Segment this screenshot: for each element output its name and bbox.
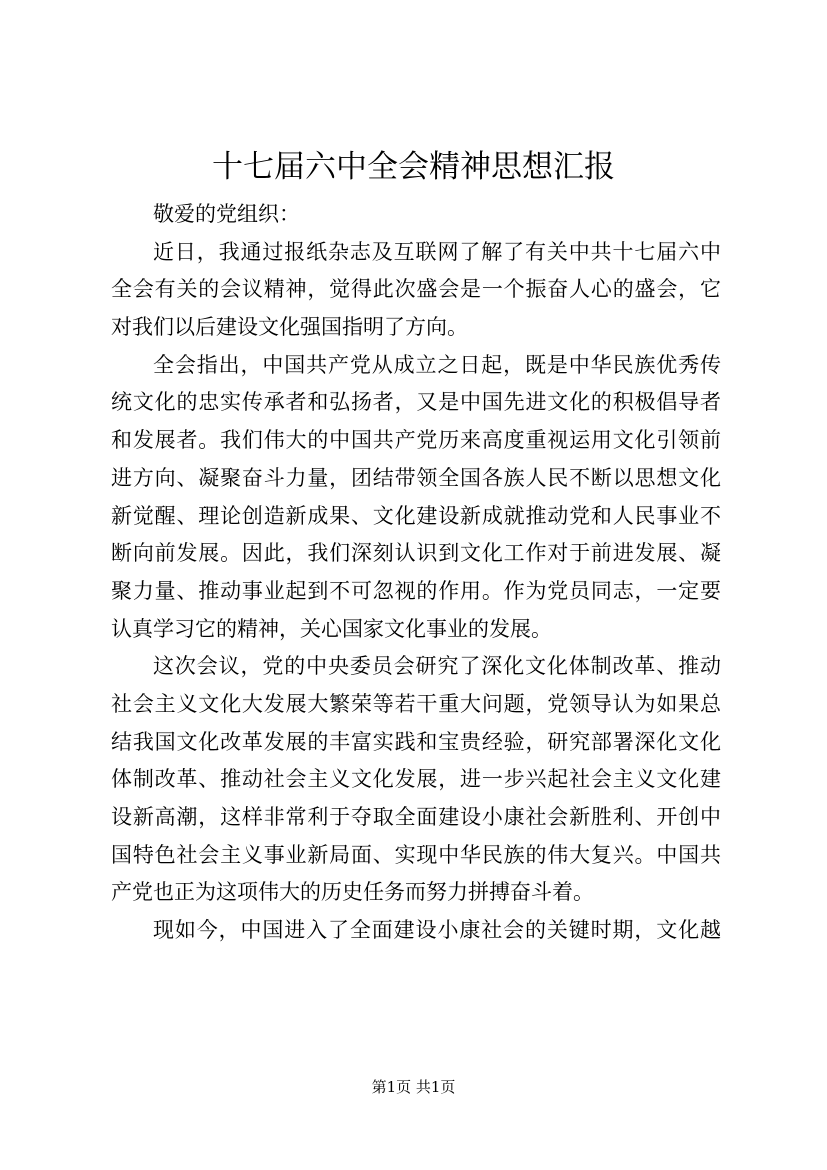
page-number-footer: 第1页 共1页 bbox=[371, 1078, 456, 1096]
document-body bbox=[111, 196, 721, 950]
paragraph-line: 全会指出，中国共产党从成立之日起，既是中华民族优秀传 bbox=[153, 352, 721, 377]
paragraph-line: 进方向、凝聚奋斗力量，团结带领全国各族人民不断以思想文化 bbox=[111, 465, 721, 490]
paragraph-3 bbox=[111, 648, 721, 912]
paragraph-line: 结我国文化改革发展的丰富实践和宝贵经验，研究部署深化文化 bbox=[111, 729, 721, 754]
document-title: 十七届六中全会精神思想汇报 bbox=[212, 149, 615, 185]
paragraph-line: 统文化的忠实传承者和弘扬者，又是中国先进文化的积极倡导者 bbox=[111, 390, 721, 415]
salutation: 敬爱的党组织： bbox=[153, 202, 300, 226]
paragraph-line: 全会有关的会议精神，觉得此次盛会是一个振奋人心的盛会，它 bbox=[111, 277, 721, 302]
paragraph-line: 新觉醒、理论创造新成果、文化建设新成就推动党和人民事业不 bbox=[111, 503, 721, 528]
paragraph-line: 现如今，中国进入了全面建设小康社会的关键时期，文化越 bbox=[153, 918, 721, 943]
paragraph-line: 对我们以后建设文化强国指明了方向。 bbox=[111, 315, 468, 340]
paragraph-line: 和发展者。我们伟大的中国共产党历来高度重视运用文化引领前 bbox=[111, 428, 721, 453]
paragraph-line: 断向前发展。因此，我们深刻认识到文化工作对于前进发展、凝 bbox=[111, 541, 721, 566]
paragraph-line: 认真学习它的精神，关心国家文化事业的发展。 bbox=[111, 616, 552, 641]
paragraph-line: 国特色社会主义事业新局面、实现中华民族的伟大复兴。中国共 bbox=[111, 842, 721, 867]
paragraph-line: 聚力量、推动事业起到不可忽视的作用。作为党员同志，一定要 bbox=[111, 578, 721, 603]
paragraph-2 bbox=[111, 347, 721, 649]
paragraph-line: 产党也正为这项伟大的历史任务而努力拼搏奋斗着。 bbox=[111, 880, 594, 905]
paragraph-line: 体制改革、推动社会主义文化发展，进一步兴起社会主义文化建 bbox=[111, 767, 721, 792]
paragraph-line: 这次会议，党的中央委员会研究了深化文化体制改革、推动 bbox=[153, 654, 721, 679]
paragraph-line: 设新高潮，这样非常利于夺取全面建设小康社会新胜利、开创中 bbox=[111, 805, 721, 829]
paragraph-line: 社会主义文化大发展大繁荣等若干重大问题，党领导认为如果总 bbox=[111, 691, 721, 716]
paragraph-line: 近日，我通过报纸杂志及互联网了解了有关中共十七届六中 bbox=[153, 239, 721, 264]
paragraph-4 bbox=[111, 912, 721, 950]
paragraph-1 bbox=[111, 234, 721, 347]
